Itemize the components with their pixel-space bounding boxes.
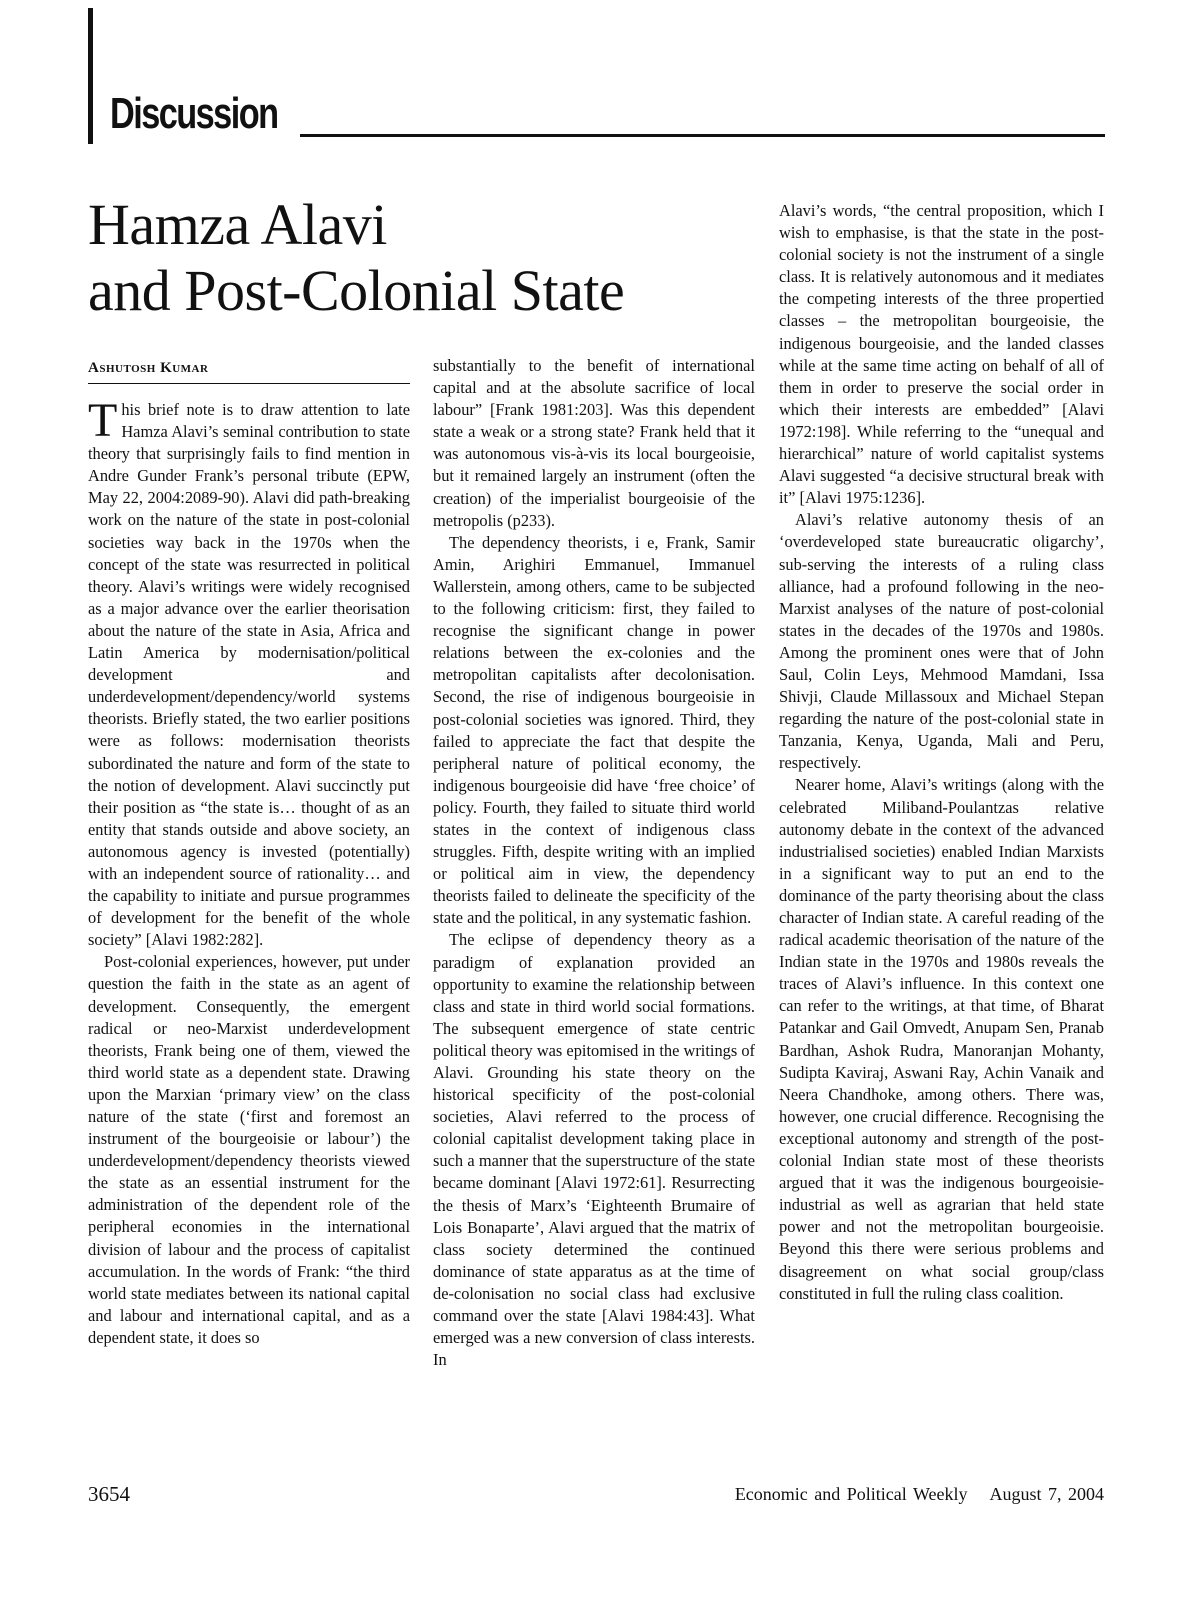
paragraph-text: his brief note is to draw attention to late Hamza Alavi’s seminal contribution to state theory that surprisingly fails to find mention in Andre Gunder Frank’s personal tribute (EPW, May 22, 2004:2089-90). Alavi did path-breaking work on the nature of the state in post-colonial societies way back in the 1970s when the concept of the state was resurrected in political theory. Alavi’s writings were widely recognised as a major advance over the earlier theorisation about the nature of the state in Asia, Africa and Latin America by modernisation/political development and underdevelopment/dependency/world systems theorists. Briefly stated, the two earlier positions were as follows: modernisation theorists subordinated the nature and form of the state to the notion of development. Alavi succinctly put their position as “the state is… thought of as an entity that stands outside and above society, an autonomous agency is invested (potentially) with an independent source of rationality… and the capability to initiate and pursue programmes of development for the benefit of the whole society” [Alavi 1982:282].: [88, 400, 410, 950]
paragraph: Post-colonial experiences, however, put under question the faith in the state as an agent of development. Consequently, the emergent radical or neo-Marxist underdevelopment theorists, Frank being one of them, viewed the third world state as a dependent state. Drawing upon the Marxian ‘primary view’ on the class nature of the state (‘first and foremost an instrument of the bourgeoisie or labour’) the underdevelopment/dependency theorists viewed the state as an essential instrument for the administration of the dependent role of the peripheral economies in the international division of labour and the process of capitalist accumulation. In the words of Frank: “the third world state mediates between its national capital and labour and international capital, and as a dependent state, it does so: [88, 952, 410, 1347]
paragraph: Nearer home, Alavi’s writings (along with the celebrated Miliband-Poulantzas relative autonomy debate in the context of the advanced industrialised societies) enabled Indian Marxists in a significant way to put an end to the dominance of the party theorising about the class character of Indian state. A careful reading of the radical academic theorisation of the nature of the Indian state in the 1970s and 1980s reveals the traces of Alavi’s influence. In this context one can refer to the writings, at that time, of Bharat Patankar and Gail Omvedt, Anupam Sen, Pranab Bardhan, Ashok Rudra, Manoranjan Mohanty, Sudipta Kaviraj, Aswani Ray, Achin Vanaik and Neera Chandhoke, among others. There was, however, one crucial difference. Recognising the exceptional autonomy and strength of the post-colonial Indian state most of these theorists argued that it was the indigenous bourgeoisie-industrial as well as agrarian that held state power and not the metropolitan bourgeoisie. Beyond this there were serious problems and disagreement on what social group/class constituted in full the ruling class coalition.: [779, 775, 1104, 1303]
paragraph: [88, 394, 410, 951]
section-label: Discussion: [110, 89, 278, 138]
author-byline: Ashutosh Kumar: [88, 360, 410, 384]
section-rule: [300, 134, 1105, 137]
column-2: [433, 355, 755, 1371]
paragraph: The dependency theorists, i e, Frank, Samir Amin, Arighiri Emmanuel, Immanuel Wallerstein, among others, came to be subjected to the following criticism: first, they failed to recognise the significant change in power relations between the ex-colonies and the metropolitan capitalists after decolonisation. Second, the rise of indigenous bourgeoisie in post-colonial societies was ignored. Third, they failed to appreciate the fact that despite the peripheral nature of political economy, the indigenous bourgeoisie did have ‘free choice’ of policy. Fourth, they failed to situate third world states in the context of indigenous class struggles. Fifth, despite writing with an implied or political aim in view, the dependency theorists failed to delineate the specificity of the state and the political, in any systematic fashion.: [433, 532, 755, 928]
paragraph: Alavi’s relative autonomy thesis of an ‘overdeveloped state bureaucratic oligarchy’, sub-serving the interests of a ruling class alliance, had a profound following in the neo-Marxist analyses of the nature of post-colonial states in the decades of the 1970s and 1980s. Among the prominent ones were that of John Saul, Colin Leys, Mehmood Mamdani, Issa Shivji, Claude Millassoux and Michael Stepan regarding the nature of the post-colonial state in Tanzania, Kenya, Uganda, Mali and Peru, respectively.: [779, 510, 1104, 773]
article-title: [88, 192, 728, 324]
section-vertical-bar: [88, 8, 93, 144]
paragraph: Alavi’s words, “the central proposition, which I wish to emphasise, is that the state in the post-colonial society is not the instrument of a single class. It is relatively autonomous and it mediates the competing interests of the three propertied classes – the metropolitan bourgeoisie, the indigenous bourgeoisie, and the landed classes while at the same time acting on behalf of all of them in order to preserve the social order in which their interests are embedded” [Alavi 1972:198]. While referring to the “unequal and hierarchical” nature of world capitalist systems Alavi suggested “a decisive structural break with it” [Alavi 1975:1236].: [779, 201, 1104, 508]
issue-date: August 7, 2004: [989, 1484, 1104, 1504]
journal-footer: [735, 1484, 1104, 1505]
paragraph: The eclipse of dependency theory as a paradigm of explanation provided an opportunity to examine the relationship between class and state in third world social formations. The subsequent emergence of state centric political theory was epitomised in the writings of Alavi. Grounding his state theory on the historical specificity of the post-colonial societies, Alavi referred to the process of colonial capitalist development taking place in such a manner that the superstructure of the state became dominant [Alavi 1972:61]. Resurrecting the thesis of Marx’s ‘Eighteenth Brumaire of Lois Bonaparte’, Alavi argued that the matrix of class society determined the continued dominance of state apparatus as at the time of de-colonisation no social class had exclusive command over the state [Alavi 1984:43]. What emerged was a new conversion of class interests. In: [433, 930, 755, 1370]
article-title-line-1: Hamza Alavi: [88, 192, 387, 257]
column-3: [779, 200, 1104, 1305]
page-number: 3654: [88, 1482, 130, 1506]
article-title-line-2: and Post-Colonial State: [88, 258, 625, 323]
journal-name: Economic and Political Weekly: [734, 1484, 968, 1504]
paragraph: substantially to the benefit of international capital and at the absolute sacrifice of local labour” [Frank 1981:203]. Was this dependent state a weak or a strong state? Frank held that it was autonomous vis-à-vis its local bourgeoisie, but it remained largely an instrument (often the creation) of the imperialist bourgeoisie of the metropolis (p233).: [433, 356, 755, 530]
drop-cap: T: [88, 394, 118, 447]
column-1: [88, 394, 410, 1349]
